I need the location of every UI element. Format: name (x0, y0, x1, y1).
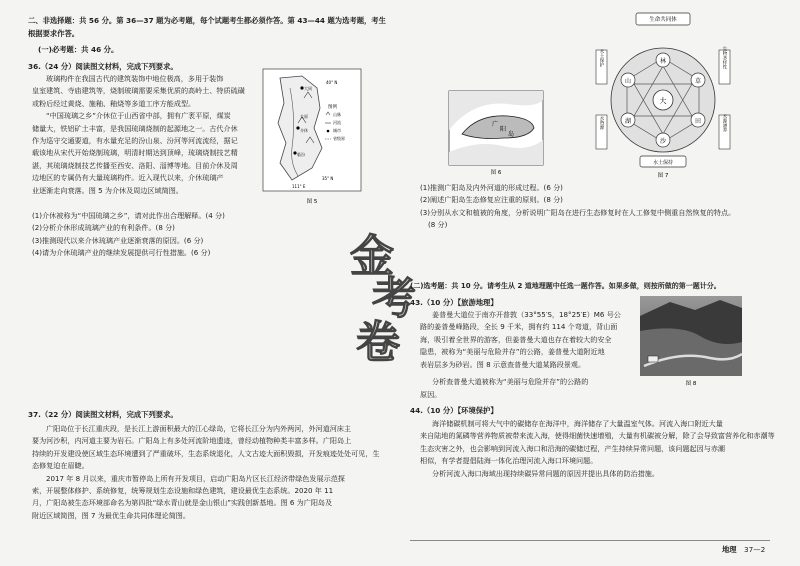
section-header-line2: 根据要求作答。 (28, 29, 80, 38)
q37-line: 索，开展整体修护、系统修复，统筹规划生态设施和绿色建筑，建设最优生态系统。2020 年 11 (32, 486, 334, 496)
q37-line: 月，广阳岛被生态环境部命名为第四批“绿水青山就是金山银山”实践创新基地。图 6 为广阳岛及 (32, 498, 333, 508)
figure-6-caption: 图 6 (490, 170, 502, 176)
q44-line: 海洋储碳机制可将大气中的碳储存在海洋中，海洋储存了大量温室气体。河流入海口附近大量 (432, 419, 723, 428)
q36-line: 载该地从宋代开始烧制琉璃，明清时期达到顶峰，琉璃烧制技艺精 (32, 148, 238, 158)
q44-line: 生态灾害之外，也会影响到河流入海口和沿海的碳储过程，产生持续异常问题，该问题起因与赤潮 (420, 443, 726, 453)
figure-5-map (262, 68, 362, 206)
footer-rule (410, 540, 770, 541)
figure-5-caption: 图 5 (306, 199, 318, 205)
q43-question-line: 分析查普曼大道被称为“美丽与危险并存”的公路的 (432, 377, 589, 386)
figure-8-photo (640, 296, 742, 388)
q37-paragraph (32, 423, 380, 522)
q36-line: 湛，其琉璃烧制技艺传播至西安、洛阳、淄博等地。目前介休及周 (32, 160, 238, 170)
figure-7-label: 大 (659, 97, 667, 105)
legend-title: 图例 (328, 105, 337, 110)
q37-question: (1)推测广阳岛及内外河道的形成过程。(6 分) (420, 183, 563, 192)
map-label: 介休 (300, 128, 308, 133)
q36-line: 玻璃构件在我国古代的建筑装饰中地位极高，多用于装饰 (46, 74, 224, 83)
map-label: 太原 (300, 114, 308, 119)
legend-item: 河流 (333, 120, 341, 125)
q37-question: (3)分别从水文和植被的角度，分析说明广阳岛在进行生态修复时在人工修复中侧重自然恢复的特点。 (420, 207, 736, 217)
q37-questions (420, 182, 735, 232)
q44-line: 来自陆地的氮磷等营养物质被带来流入海，使得细菌快速增殖，大量有机碳被分解，除了会导致富营养化和赤潮等 (420, 431, 775, 441)
q43-line: 姜普曼大道位于南亦开普敦（33°55′S，18°25′E）M6 号公 (432, 310, 621, 319)
figure-6-label: 阳 (500, 126, 507, 133)
q37-title: 37.（22 分）阅读图文材料，完成下列要求。 (28, 410, 178, 419)
elective-header: (二)选考题：共 10 分。请考生从 2 道地理题中任选一题作答。如果多做，则按所做的第一题计分。 (410, 282, 721, 290)
map-label: 大同 (304, 86, 312, 91)
figure-7-side-label: 生物多样性 (722, 46, 727, 70)
q36-paragraph (32, 73, 245, 197)
q37-line: 要为河沙积，内河道主要为岩石。广阳岛上有多处河流阶地遗迹，曾经动植物种类丰富多样。广阳岛上 (32, 436, 352, 446)
watermark-char: 卷 (356, 317, 400, 368)
footer-subject: 地理 (722, 545, 737, 554)
q36-question: (1)介休被称为“中国琉璃之乡”，请对此作出合理解释。(4 分) (32, 211, 225, 220)
q44-line: 分析河流入海口海域出现持续碳异常问题的原因并提出具体的防治措施。 (432, 468, 659, 478)
q43-line: 路的姜普曼峰路段，全长 9 千米，拥有约 114 个弯道，背山面 (420, 322, 618, 332)
map-label: 临汾 (297, 152, 305, 157)
figure-7-label: 山 (624, 78, 632, 85)
q37-line: 附近区域简图，图 7 为最优生命共同体理论简图。 (32, 510, 190, 520)
q37-line: 态修复迫在眉睫。 (32, 461, 89, 471)
figure-7-label: 湖 (624, 118, 632, 125)
q36-line: 作为巡守交通要道，有水量充足的汾山泉、汾河等河流流经，据记 (32, 136, 238, 146)
legend-item: 省级界 (333, 136, 345, 141)
q37-question: (2)阐述广阳岛生态修复应注重的原则。(8 分) (420, 195, 563, 205)
figure-7-label: 生命共同体 (649, 17, 677, 23)
footer-page-number: 37—2 (744, 545, 766, 554)
figure-6-island-map (448, 90, 544, 176)
q37-line: 2017 年 8 月以来，重庆市暂停岛上所有开发项目，启动广阳岛片区长江经济带绿色发展示范探 (46, 473, 345, 483)
q36-line: 或粉后经过黄烧、施釉、釉烧等多道工序方能成型。 (32, 98, 196, 108)
q37-line: 广阳岛位于长江重庆段，是长江上游面积最大的江心绿岛，它将长江分为内外两河，外河道河床主 (46, 424, 352, 433)
q43-paragraph (420, 309, 621, 371)
q36-title: 36.（24 分）阅读图文材料，完成下列要求。 (28, 62, 178, 71)
figure-7-label: 田 (694, 118, 702, 125)
q43-line: 海，吸引着全世界的游客，但姜普曼大道也存在着较大的安全 (420, 334, 612, 344)
q43-title: 43.（10 分）【旅游地理】 (410, 298, 498, 307)
q44-paragraph (420, 418, 775, 480)
figure-6-label: 广 (492, 121, 499, 128)
q36-line: 皇室建筑、寺庙建筑等，烧制玻璃需要采集优质的高岭土、特质硫磺 (32, 86, 245, 96)
watermark-char: 金 (350, 231, 394, 282)
q36-line: 储量大，铁铝矿土丰富，是我国琉璃烧制的起源地之一。古代介休 (32, 123, 238, 133)
figure-7-caption: 图 7 (657, 173, 669, 179)
q36-line: 业逐渐走向衰落。图 5 为介休及周边区域简图。 (32, 185, 183, 195)
q36-line: 边地区的专属仍有大量琉璃构件。近入现代以来，介休琉璃产 (32, 173, 224, 183)
map-label: 40° N (326, 80, 338, 85)
q37-question: (8 分) (428, 220, 448, 230)
figure-6-label: 岛 (508, 131, 515, 138)
figure-7-diagram (594, 10, 732, 180)
q36-line: “中国琉璃之乡”介休位于山西省中部，拥有广袤平原，煤炭 (46, 111, 231, 121)
q36-questions (32, 210, 225, 260)
q43-question-line: 原因。 (420, 390, 442, 399)
figure-7-label: 水土保持 (652, 160, 674, 166)
q43-question (432, 376, 588, 388)
watermark-char: 考 (372, 273, 416, 324)
legend-item: 城市 (333, 128, 341, 133)
map-label: 111° E (292, 184, 306, 189)
figure-7-label: 草 (694, 78, 702, 85)
figure-7-label: 林 (659, 58, 667, 65)
figure-7-side-label: 水源涵养 (722, 114, 727, 132)
required-label: (一)必考题：共 46 分。 (38, 45, 119, 54)
q37-line: 持续的开发建设使区域生态环境遭到了严重破坏，生态系统退化，人文古迹大面积毁损，开发痕迹处处可见，生 (32, 448, 380, 458)
figure-7-side-label: 水资源 (599, 116, 604, 130)
figure-7-side-label: 水土保护 (599, 49, 604, 67)
map-label: 35° N (322, 176, 334, 181)
figure-8-caption: 图 8 (685, 381, 697, 387)
figure-7-label: 沙 (659, 138, 667, 145)
q43-question-cont (420, 389, 441, 401)
q43-line: 隐患，被称为“美丽与危险并存”的公路，姜普曼大道附近地 (420, 347, 605, 357)
q36-question: (2)分析介休形成琉璃产业的有利条件。(8 分) (32, 223, 175, 233)
q36-question: (4)请为介休琉璃产业的继续发展提供可行性措施。(6 分) (32, 248, 211, 258)
section-header-line1: 二、非选择题：共 56 分。第 36—37 题为必考题，每个试题考生都必须作答。第 43—44 题为选考题，考生 (28, 16, 386, 25)
q36-question: (3)推测现代以来介休琉璃产业逐渐衰落的原因。(6 分) (32, 235, 204, 245)
legend-item: 山脉 (333, 112, 341, 117)
q43-line: 表岩层多为砂岩。图 8 示意查普曼大道某路段景观。 (420, 359, 586, 369)
q44-title: 44.（10 分）【环境保护】 (410, 406, 498, 415)
q44-line: 相似，有学者提倡陆海一体化治理河流入海口环境问题。 (420, 456, 598, 466)
